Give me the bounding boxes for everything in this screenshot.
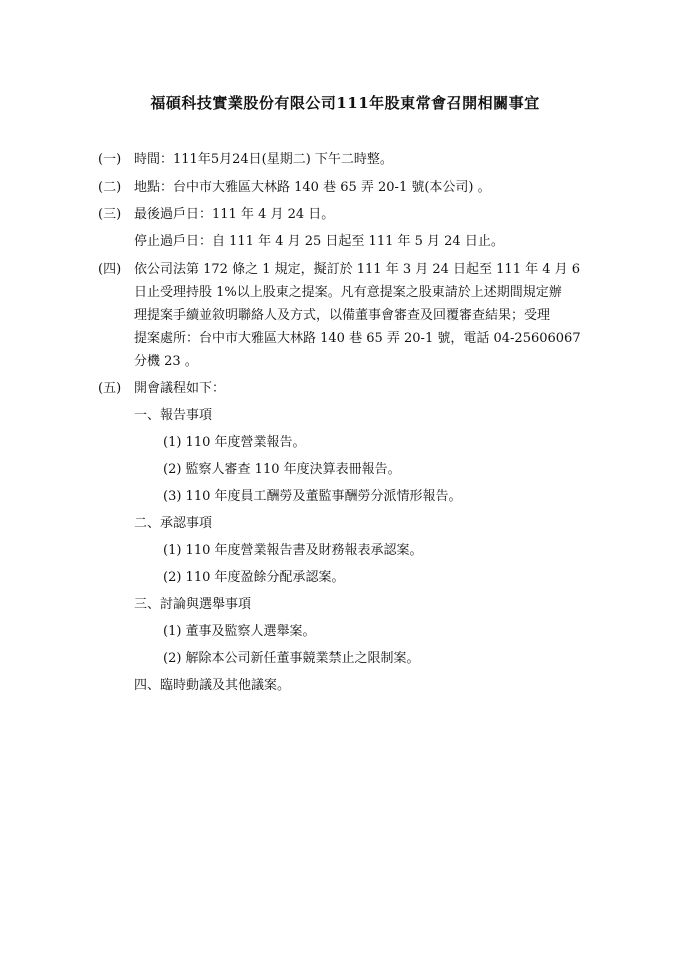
item-1 [98, 152, 393, 168]
item-3-number: (三) [98, 207, 122, 222]
item-4-line-1: 依公司法第 172 條之 1 規定，擬訂於 111 年 3 月 24 日起至 111 年 4 月 6 [134, 262, 581, 277]
item-2-number: (二) [98, 180, 122, 195]
item-4 [98, 262, 580, 278]
item-3-text: 最後過戶日：111 年 4 月 24 日。 [134, 207, 335, 222]
agenda-item: (2) 監察人審查 110 年度決算表冊報告。 [163, 462, 401, 477]
item-3-subline: 停止過戶日：自 111 年 4 月 25 日起至 111 年 5 月 24 日止。 [134, 234, 504, 249]
item-3 [98, 207, 334, 223]
agenda-item: (2) 110 年度盈餘分配承認案。 [163, 570, 345, 585]
agenda-section-heading: 四、臨時動議及其他議案。 [134, 678, 291, 693]
item-4-line-3: 理提案手續並敘明聯絡人及方式，以備董事會審查及回覆審查結果；受理 [134, 308, 551, 323]
item-4-number: (四) [98, 262, 122, 277]
item-2 [98, 180, 491, 196]
item-5 [98, 381, 225, 397]
agenda-section-heading: 二、承認事項 [134, 516, 213, 531]
agenda-item: (1) 董事及監察人選舉案。 [163, 624, 316, 639]
item-5-number: (五) [98, 381, 122, 396]
item-4-line-2: 日止受理持股 1%以上股東之提案。凡有意提案之股東請於上述期間規定辦 [134, 285, 562, 300]
agenda-item: (1) 110 年度營業報告書及財務報表承認案。 [163, 543, 423, 558]
agenda-item: (3) 110 年度員工酬勞及董監事酬勞分派情形報告。 [163, 489, 462, 504]
item-5-text: 開會議程如下： [134, 381, 226, 396]
agenda-item: (2) 解除本公司新任董事競業禁止之限制案。 [163, 651, 420, 666]
item-1-number: (一) [98, 152, 122, 167]
agenda-section-heading: 一、報告事項 [134, 408, 213, 423]
agenda-section-heading: 三、討論與選舉事項 [134, 597, 252, 612]
document-title: 福碩科技實業股份有限公司111年股東常會召開相關事宜 [150, 94, 540, 112]
item-4-line-4: 提案處所：台中市大雅區大林路 140 巷 65 弄 20-1 號，電話 04-25606067 [134, 331, 581, 346]
item-4-line-5: 分機 23 。 [134, 354, 198, 369]
item-2-text: 地點：台中市大雅區大林路 140 巷 65 弄 20-1 號(本公司) 。 [134, 180, 491, 195]
item-1-text: 時間：111年5月24日(星期二) 下午二時整。 [134, 152, 393, 167]
agenda-item: (1) 110 年度營業報告。 [163, 435, 306, 450]
